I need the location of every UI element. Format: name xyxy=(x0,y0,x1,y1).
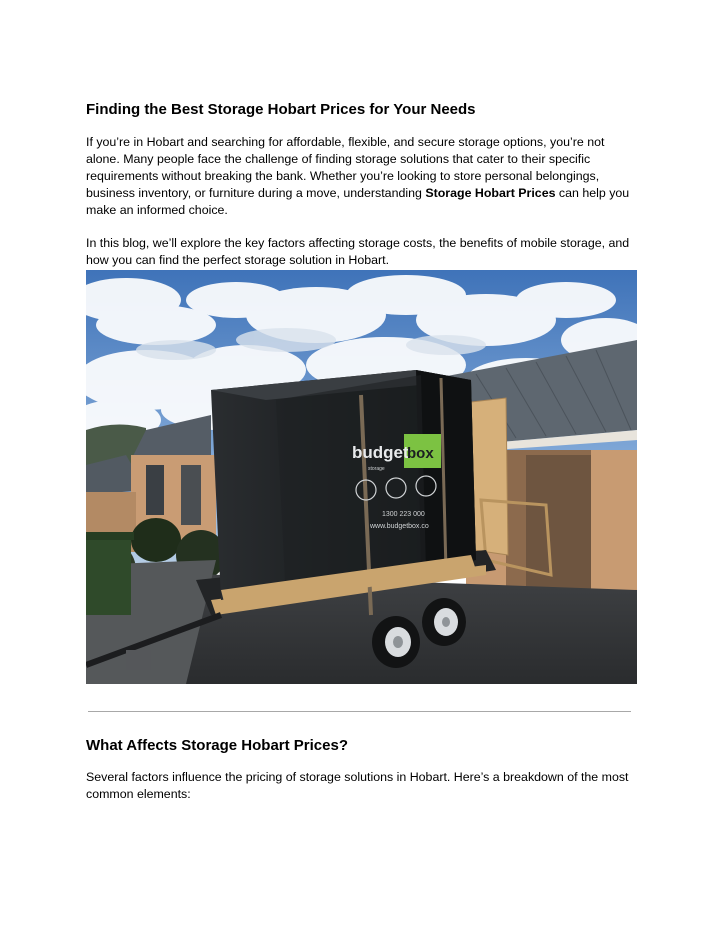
blog-intro-paragraph: In this blog, we’ll explore the key factors affecting storage costs, the benefits of mobile storage, and how you can find the perfect storage solution in Hobart. xyxy=(86,236,630,267)
section-intro-paragraph: Several factors influence the pricing of storage solutions in Hobart. Here’s a breakdown of the most common elements: xyxy=(86,770,629,801)
brand-website: www.budgetbox.co xyxy=(370,523,429,530)
section-divider xyxy=(88,711,631,712)
open-door xyxy=(471,398,508,555)
section-title: What Affects Storage Hobart Prices? xyxy=(86,737,348,754)
intro-paragraph xyxy=(86,134,641,219)
page-title: Finding the Best Storage Hobart Prices for Your Needs xyxy=(86,101,476,118)
brand-tagline: storage xyxy=(368,466,385,472)
intro-bold-keyword: Storage Hobart Prices xyxy=(425,186,556,200)
intro-text-end: can help you make an informed choice. xyxy=(86,186,630,217)
brand-name-right: box xyxy=(407,445,434,462)
photo-illustration xyxy=(86,270,637,684)
brand-phone: 1300 223 000 xyxy=(382,511,425,518)
intro-text-start: If you’re in Hobart and searching for affordable, flexible, and secure storage options, you’re not alone. Many people face the challenge of finding storage solutions that cater to their specific requirements without breaking the bank. Whether you’re looking to store personal belongings, business inventory, or furniture during a move, understanding xyxy=(86,135,605,200)
brand-name-left: budget xyxy=(352,443,409,462)
storage-trailer-photo xyxy=(86,270,637,684)
